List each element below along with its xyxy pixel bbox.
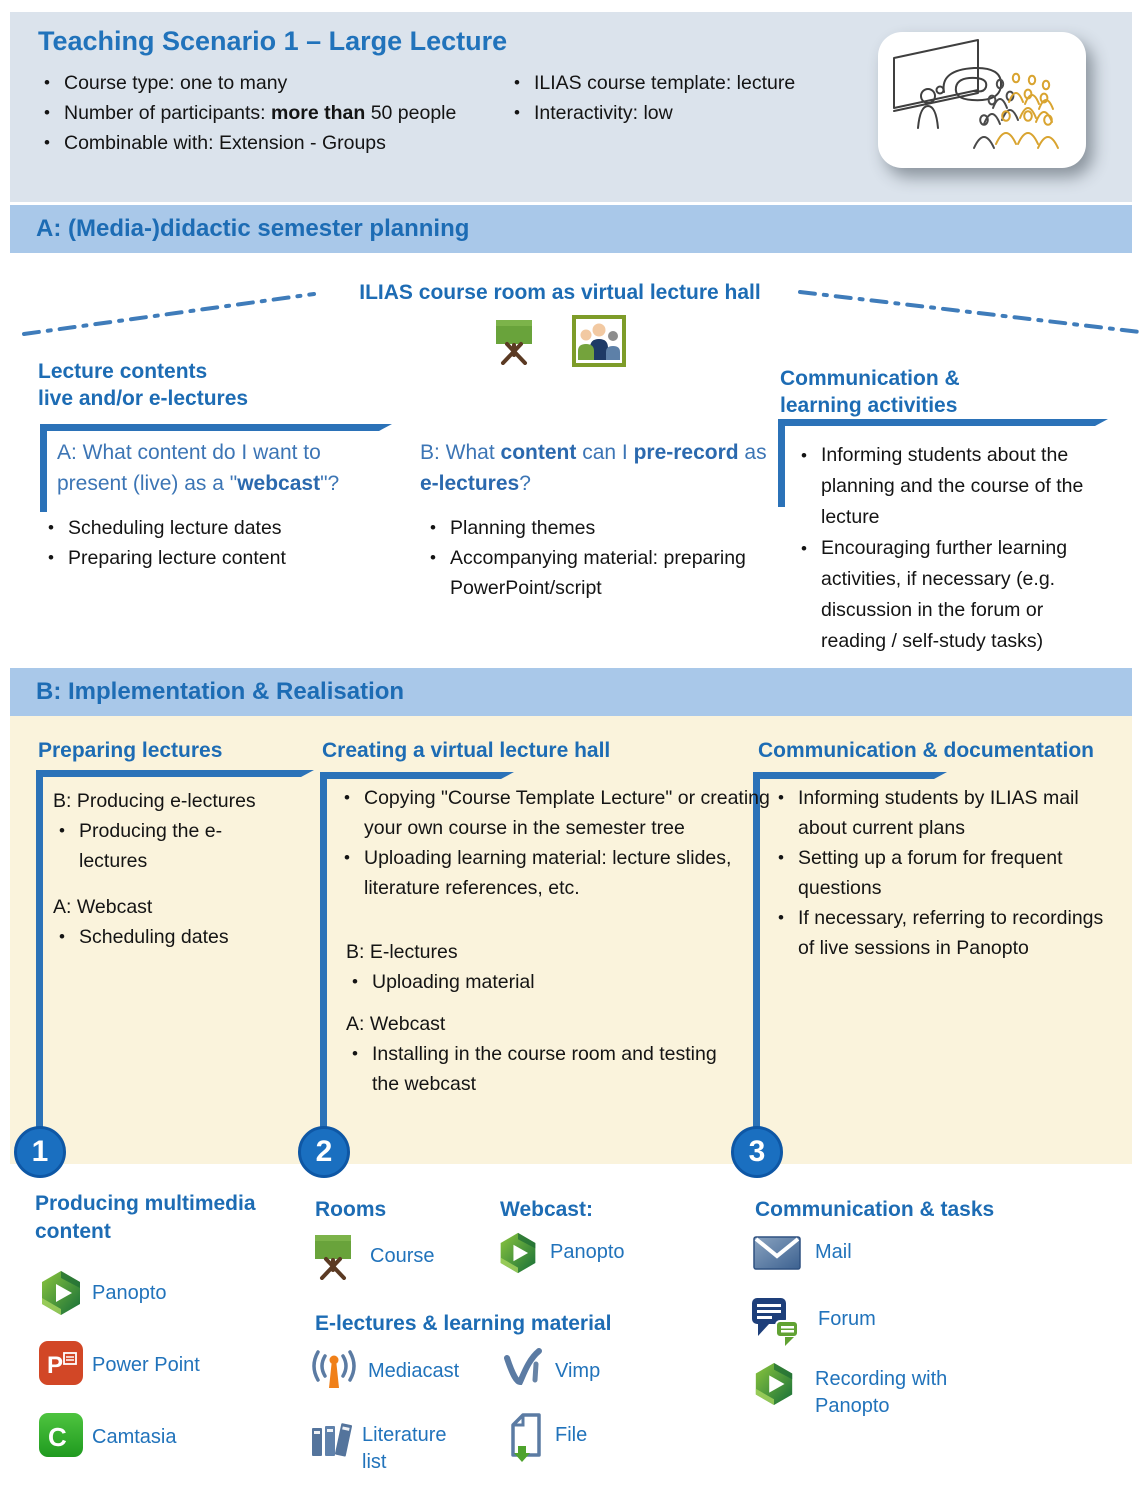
course-board-icon [313,1232,353,1280]
b-col1-content [53,786,288,952]
literature-icon [310,1420,354,1460]
section-b-title: B: Implementation & Realisation [36,678,405,705]
group-icon [572,315,626,367]
ilias-room-title: ILIAS course room as virtual lecture hall [359,281,761,304]
page-title: Teaching Scenario 1 – Large Lecture [38,26,508,56]
tool-label: Mediacast [368,1360,460,1382]
list-item: • ILIAS course template: lecture [508,68,868,98]
tools-heading-rooms: Rooms [315,1198,387,1221]
list-item: • Course type: one to many [38,68,468,98]
col2-a-bullets [424,513,754,603]
tool-label: Panopto [550,1241,625,1263]
file-icon [505,1412,543,1464]
bracket-b1-vertical [36,770,43,1128]
section-a-header-bar [10,205,1132,253]
group-label: A: Webcast [53,896,153,918]
b-col3-content [772,783,1120,963]
list-item: • Scheduling dates [53,922,288,952]
list-item: • Uploading material [338,967,770,997]
list-item: • Copying "Course Template Lecture" or creating your own course in the semester tree [338,783,770,843]
group-label: B: E-lectures [346,941,458,963]
tool-label: Mail [815,1241,852,1263]
bracket-b1-horizontal [36,770,314,777]
tool-label: Literature list [362,1424,447,1473]
list-item: • Combinable with: Extension - Groups [38,128,468,158]
panopto-icon [38,1270,84,1316]
question-b-prerecord: B: What content can I pre-record as e-lectures? [420,441,767,495]
list-item: • Scheduling lecture dates [42,513,382,543]
list-item: • Number of participants: more than 50 people [38,98,468,128]
header-bullets-right [508,68,868,128]
forum-icon [750,1296,802,1348]
tool-label: Recording with Panopto [815,1368,948,1417]
list-item: • Informing students by ILIAS mail about current plans [772,783,1120,843]
list-item: • Informing students about the planning and the course of the lecture [795,440,1110,533]
powerpoint-icon [38,1340,84,1386]
tool-label: Forum [818,1308,876,1330]
svg-text:P: P [47,1352,64,1379]
tool-label: Power Point [92,1354,200,1376]
b-col2-content [338,783,770,1099]
tool-label: Vimp [555,1360,601,1382]
col-heading-virtual-lecture-hall: Creating a virtual lecture hall [322,739,611,762]
col-heading-communication-learning: Communication & learning activities [780,367,960,417]
list-item: • Encouraging further learning activities, if necessary (e.g. discussion in the forum or reading / self-study tasks) [795,533,1110,657]
panopto-icon [752,1362,796,1406]
mail-icon [752,1234,802,1272]
list-item: • Producing the e-lectures [53,816,278,876]
panopto-icon [497,1232,539,1274]
section-b-header-bar [10,668,1132,716]
col-heading-lecture-contents: Lecture contents live and/or e-lectures [38,360,249,410]
tool-label: Camtasia [92,1426,177,1448]
list-item: • If necessary, referring to recordings of live sessions in Panopto [772,903,1120,963]
list-item: • Accompanying material: preparing PowerPoint/script [424,543,754,603]
camtasia-icon [38,1412,84,1458]
col1-a-bullets [42,513,382,573]
list-item: • Uploading learning material: lecture slides, literature references, etc. [338,843,770,903]
tools-heading-multimedia: Producing multimedia content [35,1192,256,1243]
col3-a-bullets [795,440,1110,657]
bracket-b2-horizontal [320,772,514,779]
bracket-a1-vertical [40,424,47,512]
bracket-a3-vertical [778,419,785,507]
lecture-sketch-card [878,32,1086,168]
col-heading-preparing-lectures: Preparing lectures [38,739,223,762]
step-marker-1: 1 [14,1126,66,1178]
tool-label: Course [370,1245,435,1267]
question-a-webcast: A: What content do I want to present (live) as a "webcast"? [57,441,340,495]
group-label: A: Webcast [346,1013,446,1035]
col-heading-communication-documentation: Communication & documentation [758,739,1094,762]
list-item: • Setting up a forum for frequent questions [772,843,1120,903]
lecture-audience-sketch-icon [878,32,1086,168]
list-item: • Installing in the course room and testing the webcast [338,1039,738,1099]
bracket-a1-horizontal [40,424,392,431]
bracket-b2-vertical [320,772,327,1128]
tools-heading-electures: E-lectures & learning material [315,1312,612,1335]
bracket-a3-horizontal [778,419,1108,426]
course-board-icon [494,317,534,365]
bracket-b3-horizontal [753,772,947,779]
step-marker-2: 2 [298,1126,350,1178]
header-bullets-left [38,68,468,158]
svg-text:C: C [48,1422,67,1452]
tool-label: Panopto [92,1282,167,1304]
section-a-title: A: (Media-)didactic semester planning [36,215,470,242]
group-label: B: Producing e-lectures [53,790,256,812]
mediacast-icon [308,1346,360,1392]
list-item: • Interactivity: low [508,98,868,128]
vimp-icon [503,1346,545,1386]
tools-heading-communication-tasks: Communication & tasks [755,1198,995,1221]
step-marker-3: 3 [731,1126,783,1178]
list-item: • Planning themes [424,513,754,543]
tools-heading-webcast: Webcast: [500,1198,593,1221]
list-item: • Preparing lecture content [42,543,382,573]
tool-label: File [555,1424,588,1446]
